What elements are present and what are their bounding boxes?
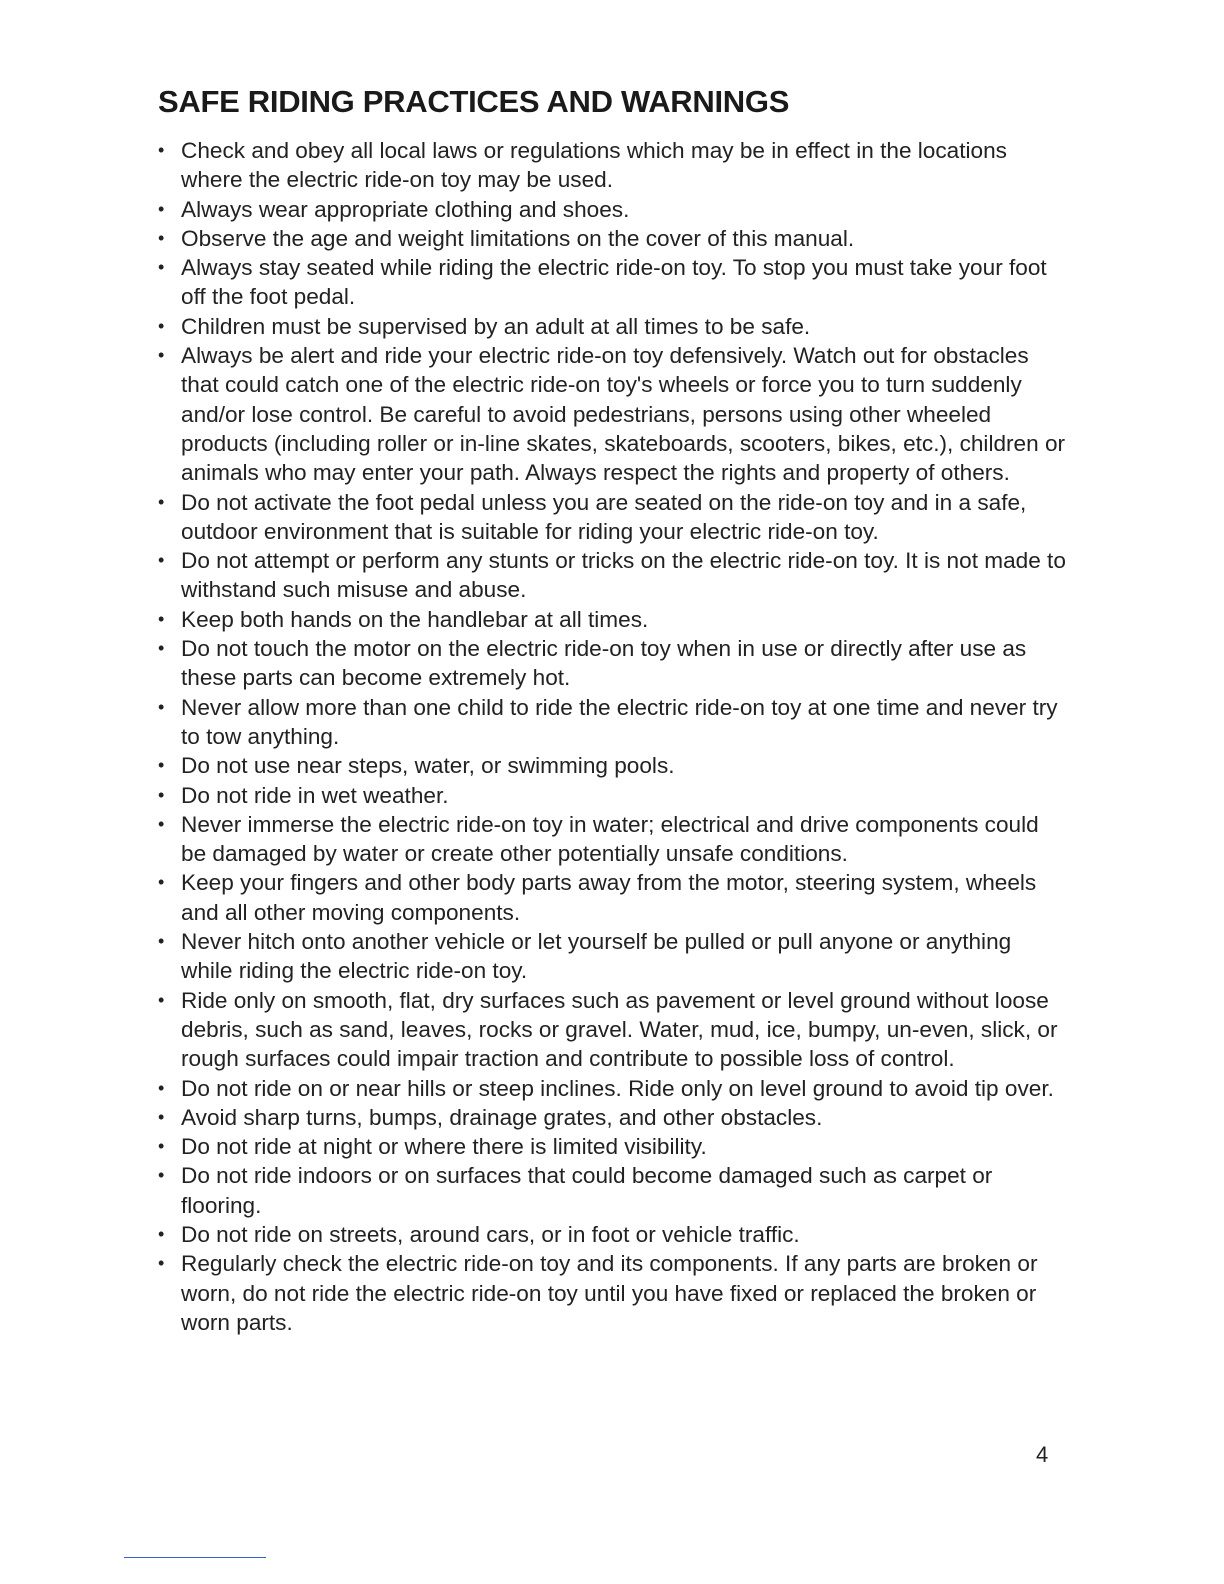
list-item-text: Do not activate the foot pedal unless you are seated on the ride-on toy and in a safe, outdoor environment that is suitable for riding your electric ride-on toy. [181,489,1027,544]
list-item [158,1161,1068,1220]
bullet-icon: • [158,315,165,336]
bullet-icon: • [158,638,165,659]
bullet-icon: • [158,1223,165,1244]
list-item-text: Children must be supervised by an adult at all times to be safe. [181,313,811,339]
bullet-icon: • [158,696,165,717]
list-item-text: Avoid sharp turns, bumps, drainage grates, and other obstacles. [181,1104,823,1130]
list-item-text: Always stay seated while riding the electric ride-on toy. To stop you must take your foot off the foot pedal. [181,255,1047,310]
list-item [158,1074,1068,1103]
list-item-text: Do not touch the motor on the electric ride-on toy when in use or directly after use as these parts can become extremely hot. [181,636,1027,691]
warnings-list [158,136,1068,1337]
bullet-icon: • [158,989,165,1010]
bullet-icon: • [158,1165,165,1186]
list-item [158,927,1068,986]
list-item-text: Keep both hands on the handlebar at all times. [181,606,649,632]
list-item-text: Do not ride on streets, around cars, or in foot or vehicle traffic. [181,1221,800,1247]
list-item [158,986,1068,1074]
list-item [158,693,1068,752]
list-item [158,751,1068,780]
list-item [158,253,1068,312]
bullet-icon: • [158,257,165,278]
bullet-icon: • [158,1136,165,1157]
list-item [158,341,1068,487]
bullet-icon: • [158,755,165,776]
bullet-icon: • [158,784,165,805]
list-item-text: Never allow more than one child to ride the electric ride-on toy at one time and never try to tow anything. [181,694,1058,749]
list-item [158,488,1068,547]
list-item [158,781,1068,810]
list-item-text: Do not ride indoors or on surfaces that could become damaged such as carpet or flooring. [181,1163,993,1218]
page-title: SAFE RIDING PRACTICES AND WARNINGS [158,84,790,119]
list-item-text: Do not use near steps, water, or swimming pools. [181,753,675,779]
bullet-icon: • [158,227,165,248]
list-item-text: Do not ride on or near hills or steep inclines. Ride only on level ground to avoid tip over. [181,1075,1054,1101]
bullet-icon: • [158,872,165,893]
list-item-text: Check and obey all local laws or regulations which may be in effect in the locations where the electric ride-on toy may be used. [181,138,1007,193]
list-item [158,634,1068,693]
bullet-icon: • [158,550,165,571]
list-item [158,1249,1068,1337]
page-number: 4 [1036,1442,1049,1467]
list-item-text: Do not ride at night or where there is limited visibility. [181,1134,707,1160]
bullet-icon: • [158,931,165,952]
list-item-text: Always wear appropriate clothing and shoes. [181,196,630,222]
list-item-text: Keep your fingers and other body parts away from the motor, steering system, wheels and all other moving components. [181,870,1037,925]
document-page [158,82,1068,1337]
list-item [158,1132,1068,1161]
list-item-text: Do not attempt or perform any stunts or tricks on the electric ride-on toy. It is not made to withstand such misuse and abuse. [181,548,1066,603]
list-item-text: Never hitch onto another vehicle or let yourself be pulled or pull anyone or anything while riding the electric ride-on toy. [181,929,1012,984]
bullet-icon: • [158,1106,165,1127]
bullet-icon: • [158,1253,165,1274]
list-item-text: Never immerse the electric ride-on toy in water; electrical and drive components could be damaged by water or create other potentially unsafe conditions. [181,811,1039,867]
list-item [158,1103,1068,1132]
list-item-text: Do not ride in wet weather. [181,782,449,808]
list-item [158,810,1068,869]
list-item [158,546,1068,605]
bullet-icon: • [158,491,165,512]
list-item [158,1220,1068,1249]
bullet-icon: • [158,608,165,629]
list-item [158,195,1068,224]
list-item-text: Observe the age and weight limitations on the cover of this manual. [181,225,855,251]
list-item-text: Ride only on smooth, flat, dry surfaces such as pavement or level ground without loose debris, such as sand, leaves, rocks or gravel. Water, mud, ice, bumpy, un-even, slick, or rough surfaces could impair traction and contribute to possible loss of control. [181,987,1058,1072]
bullet-icon: • [158,140,165,160]
bullet-icon: • [158,198,165,219]
list-item-text: Regularly check the electric ride-on toy and its components. If any parts are broken or worn, do not ride the electric ride-on toy until you have fixed or replaced the broken or worn parts. [181,1251,1038,1335]
bullet-icon: • [158,1077,165,1098]
list-item [158,136,1068,195]
list-item [158,224,1068,253]
footer-divider [124,1557,266,1558]
list-item-text: Always be alert and ride your electric ride-on toy defensively. Watch out for obstacles that could catch one of the electric ride-on toy's wheels or force you to turn suddenly and/or lose control. Be careful to avoid pedestrians, persons using other wheeled products (including roller or in-line skates, skateboards, scooters, bikes, etc.), children or animals who may enter your path. Always respect the rights and property of others. [181,343,1066,486]
list-item [158,868,1068,927]
bullet-icon: • [158,813,165,834]
list-item [158,605,1068,634]
list-item [158,312,1068,341]
bullet-icon: • [158,345,165,366]
